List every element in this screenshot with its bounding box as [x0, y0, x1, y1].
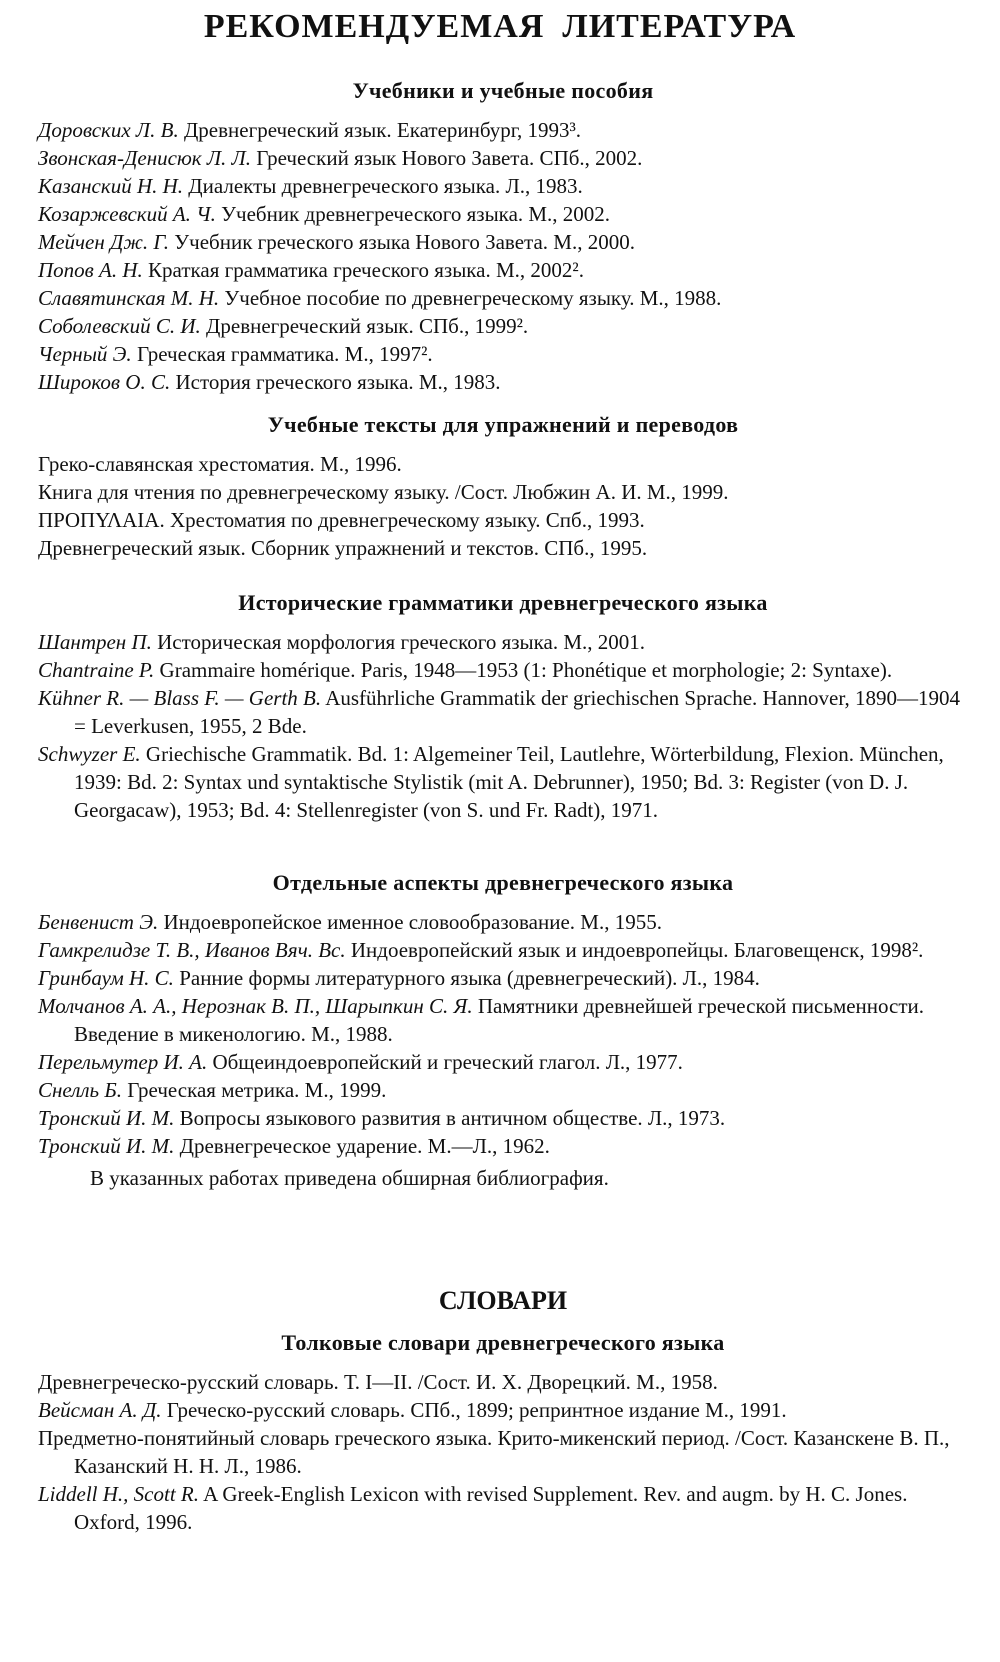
section-heading-aspects: Отдельные аспекты древнегреческого языка	[272, 870, 734, 895]
entry-author: Снелль Б.	[38, 1078, 122, 1102]
bibliography-entry	[38, 340, 968, 368]
section-heading-historical: Исторические грамматики древнегреческого языка	[238, 590, 768, 615]
bibliography-entry	[38, 506, 968, 534]
entry-text: Предметно-понятийный словарь греческого языка. Крито-микенский период. /Сост. Казанскене В. П., Казанский Н. Н. Л., 1986.	[38, 1426, 950, 1478]
entries-textbooks	[38, 116, 968, 396]
entry-author: Звонская-Денисюк Л. Л.	[38, 146, 252, 170]
entry-text: Вопросы языкового развития в античном обществе. Л., 1973.	[174, 1106, 726, 1130]
entries-aspects	[38, 908, 968, 1160]
bibliography-entry	[38, 368, 968, 396]
entry-author: Chantraine P.	[38, 658, 155, 682]
section-heading-texts: Учебные тексты для упражнений и переводов	[267, 412, 739, 437]
entry-author: Тронский И. М.	[38, 1134, 175, 1158]
section-heading-dictionaries: Толковые словари древнегреческого языка	[281, 1330, 725, 1355]
entry-author: Тронский И. М.	[38, 1106, 175, 1130]
entry-author: Казанский Н. Н.	[38, 174, 184, 198]
entry-text: История греческого языка. М., 1983.	[170, 370, 501, 394]
entries-historical	[38, 628, 968, 824]
entry-author: Широков О. С.	[38, 370, 171, 394]
entry-author: Козаржевский А. Ч.	[38, 202, 216, 226]
entry-text: Греко-славянская хрестоматия. М., 1996.	[38, 452, 402, 476]
bibliography-entry	[38, 200, 968, 228]
dictionaries-title: СЛОВАРИ	[438, 1286, 568, 1315]
entry-text: Древнегреческий язык. СПб., 1999².	[200, 314, 529, 338]
entries-texts	[38, 450, 968, 562]
entry-text: A Greek-English Lexicon with revised Supplement. Rev. and augm. by H. C. Jones. Oxford, 1996.	[74, 1482, 908, 1534]
entry-author: Kühner R. — Blass F. — Gerth B.	[38, 686, 322, 710]
entry-author: Гамкрелидзе Т. В., Иванов Вяч. Вс.	[38, 938, 346, 962]
entry-text: Диалекты древнегреческого языка. Л., 1983.	[183, 174, 583, 198]
section-dictionaries	[38, 1286, 968, 1536]
bibliography-entry	[38, 1396, 968, 1424]
entry-text: Греческий язык Нового Завета. СПб., 2002.	[251, 146, 643, 170]
entry-text: Ранние формы литературного языка (древнегреческий). Л., 1984.	[173, 966, 760, 990]
bibliography-entry	[38, 312, 968, 340]
entry-text: Древнегреческое ударение. М.—Л., 1962.	[174, 1134, 550, 1158]
bibliography-entry	[38, 228, 968, 256]
entry-author: Перельмутер И. А.	[38, 1050, 208, 1074]
section-texts	[38, 412, 968, 562]
entry-author: Liddell H., Scott R.	[38, 1482, 199, 1506]
entry-text: Памятники древнейшей греческой письменности. Введение в микенологию. М., 1988.	[74, 994, 925, 1046]
bibliography-entry	[38, 740, 968, 824]
bibliography-entry	[38, 964, 968, 992]
bibliography-entry	[38, 1424, 968, 1480]
entry-text: Индоевропейский язык и индоевропейцы. Благовещенск, 1998².	[345, 938, 924, 962]
bibliography-entry	[38, 628, 968, 656]
bibliography-entry	[38, 1076, 968, 1104]
bibliography-entry	[38, 1048, 968, 1076]
entry-author: Соболевский С. И.	[38, 314, 201, 338]
entry-text: Ausführliche Grammatik der griechischen Sprache. Hannover, 1890—1904 = Leverkusen, 1955, 2 Bde.	[74, 686, 961, 738]
entry-text: Историческая морфология греческого языка. М., 2001.	[151, 630, 646, 654]
entry-author: Молчанов А. А., Нерознак В. П., Шарыпкин С. Я.	[38, 994, 473, 1018]
bibliography-entry	[38, 144, 968, 172]
entry-text: Древнегреческий язык. Сборник упражнений и текстов. СПб., 1995.	[38, 536, 648, 560]
entry-text: Греческая грамматика. М., 1997².	[131, 342, 433, 366]
entry-author: Schwyzer E.	[38, 742, 141, 766]
entry-text: Griechische Grammatik. Bd. 1: Algemeiner Teil, Lautlehre, Wörterbildung, Flexion. München, 1939: Bd. 2: Syntax und syntaktische Stylistik (mit A. Debrunner), 1950; Bd. 3: Register (von D. J. Georgacaw), 1953; Bd. 4: Stellenregister (von S. und Fr. Radt), 1971.	[74, 742, 944, 822]
entry-text: Grammaire homérique. Paris, 1948—1953 (1: Phonétique et morphologie; 2: Syntaxe).	[154, 658, 893, 682]
bibliography-entry	[38, 116, 968, 144]
section-heading-textbooks: Учебники и учебные пособия	[352, 78, 654, 103]
entry-text: Общеиндоевропейский и греческий глагол. Л., 1977.	[207, 1050, 683, 1074]
page-title	[0, 8, 1000, 46]
entry-author: Черный Э.	[38, 342, 132, 366]
entry-text: Учебник греческого языка Нового Завета. М., 2000.	[169, 230, 635, 254]
entry-author: Вейсман А. Д.	[38, 1398, 162, 1422]
section-aspects	[38, 870, 968, 1192]
entry-text: ΠΡΟΠΥΛΑΙΑ. Хрестоматия по древнегреческому языку. Спб., 1993.	[38, 508, 645, 532]
bibliography-entry	[38, 684, 968, 740]
section-textbooks	[38, 78, 968, 396]
entry-text: Индоевропейское именное словообразование. М., 1955.	[158, 910, 662, 934]
entry-text: Греческая метрика. М., 1999.	[121, 1078, 387, 1102]
bibliography-entry	[38, 256, 968, 284]
bibliography-entry	[38, 172, 968, 200]
bibliography-entry	[38, 936, 968, 964]
bibliography-entry	[38, 908, 968, 936]
entry-text: Краткая грамматика греческого языка. М., 2002².	[142, 258, 584, 282]
entry-text: Греческо-русский словарь. СПб., 1899; репринтное издание М., 1991.	[161, 1398, 787, 1422]
entry-author: Гринбаум Н. С.	[38, 966, 174, 990]
bibliography-note: В указанных работах приведена обширная библиография.	[90, 1166, 609, 1190]
entry-text: Учебное пособие по древнегреческому языку. М., 1988.	[219, 286, 722, 310]
entry-author: Бенвенист Э.	[38, 910, 159, 934]
bibliography-entry	[38, 992, 968, 1048]
entry-author: Мейчен Дж. Г.	[38, 230, 170, 254]
entry-author: Попов А. Н.	[38, 258, 143, 282]
page-title-part-2: ЛИТЕРАТУРА	[562, 8, 797, 45]
bibliography-entry	[38, 534, 968, 562]
entry-text: Древнегреческий язык. Екатеринбург, 1993³.	[178, 118, 582, 142]
bibliography-entry	[38, 450, 968, 478]
entry-text: Учебник древнегреческого языка. М., 2002.	[215, 202, 611, 226]
bibliography-entry	[38, 1132, 968, 1160]
entry-text: Книга для чтения по древнегреческому языку. /Сост. Любжин А. И. М., 1999.	[38, 480, 729, 504]
page-title-part-1: РЕКОМЕНДУЕМАЯ	[203, 8, 545, 45]
entry-author: Шантрен П.	[38, 630, 152, 654]
bibliography-entry	[38, 1368, 968, 1396]
entry-author: Славятинская М. Н.	[38, 286, 220, 310]
entry-author: Доровских Л. В.	[38, 118, 179, 142]
bibliography-entry	[38, 478, 968, 506]
bibliography-entry	[38, 284, 968, 312]
bibliography-entry	[38, 1480, 968, 1536]
entries-dictionaries	[38, 1368, 968, 1536]
bibliography-entry	[38, 656, 968, 684]
entry-text: Древнегреческо-русский словарь. Т. I—II. /Сост. И. Х. Дворецкий. М., 1958.	[38, 1370, 718, 1394]
section-historical	[38, 590, 968, 824]
bibliography-entry	[38, 1104, 968, 1132]
